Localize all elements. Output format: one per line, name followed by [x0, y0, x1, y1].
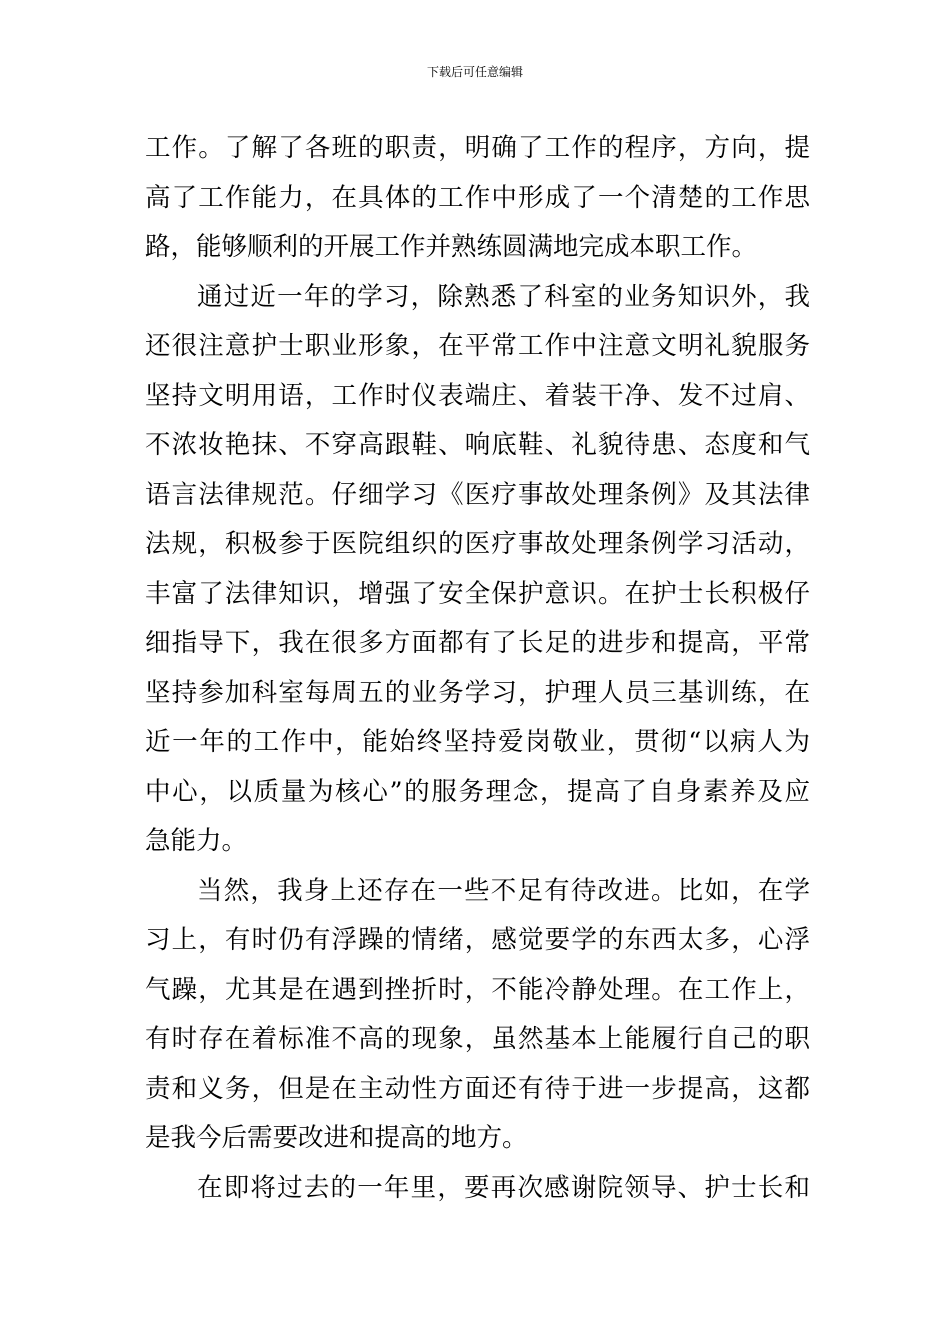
text-line: 责和义务，但是在主动性方面还有待于进一步提高，这都: [145, 1073, 810, 1104]
document-body: [145, 124, 810, 1213]
text-line: 习上，有时仍有浮躁的情绪，感觉要学的东西太多，心浮: [145, 925, 810, 955]
text-line: 语言法律规范。仔细学习《医疗事故处理条例》及其法律: [145, 479, 810, 510]
paragraph: [145, 1164, 810, 1214]
page-header: 下载后可任意编辑: [426, 65, 523, 79]
text-line: 工作。了解了各班的职责，明确了工作的程序，方向，提: [145, 133, 810, 163]
text-line: 近一年的工作中，能始终坚持爱岗敬业，贯彻“以病人为: [145, 727, 810, 757]
text-line: 急能力。: [145, 826, 248, 856]
text-line: 不浓妆艳抹、不穿高跟鞋、响底鞋、礼貌待患、态度和气: [145, 430, 810, 460]
text-line: 有时存在着标准不高的现象，虽然基本上能履行自己的职: [145, 1024, 810, 1054]
text-line: 还很注意护士职业形象，在平常工作中注意文明礼貌服务: [145, 331, 810, 361]
text-line: 通过近一年的学习，除熟悉了科室的业务知识外，我: [197, 281, 810, 312]
text-line: 气躁，尤其是在遇到挫折时，不能冷静处理。在工作上，: [145, 974, 810, 1005]
text-line: 坚持参加科室每周五的业务学习，护理人员三基训练，在: [145, 677, 810, 708]
paragraph: [145, 273, 810, 867]
text-line: 在即将过去的一年里，要再次感谢院领导、护士长和: [197, 1172, 810, 1203]
text-line: 当然，我身上还存在一些不足有待改进。比如，在学: [197, 875, 810, 906]
text-line: 丰富了法律知识，增强了安全保护意识。在护士长积极仔: [145, 578, 810, 609]
text-line: 高了工作能力，在具体的工作中形成了一个清楚的工作思: [145, 182, 810, 213]
text-line: 中心，以质量为核心”的服务理念，提高了自身素养及应: [145, 776, 810, 807]
paragraph: [145, 867, 810, 1164]
text-line: 路，能够顺利的开展工作并熟练圆满地完成本职工作。: [145, 232, 758, 262]
text-line: 法规，积极参于医院组织的医疗事故处理条例学习活动，: [145, 529, 810, 559]
text-line: 细指导下，我在很多方面都有了长足的进步和提高，平常: [145, 628, 810, 658]
paragraph: [145, 124, 810, 273]
text-line: 是我今后需要改进和提高的地方。: [145, 1123, 528, 1153]
text-line: 坚持文明用语，工作时仪表端庄、着装干净、发不过肩、: [145, 380, 810, 411]
